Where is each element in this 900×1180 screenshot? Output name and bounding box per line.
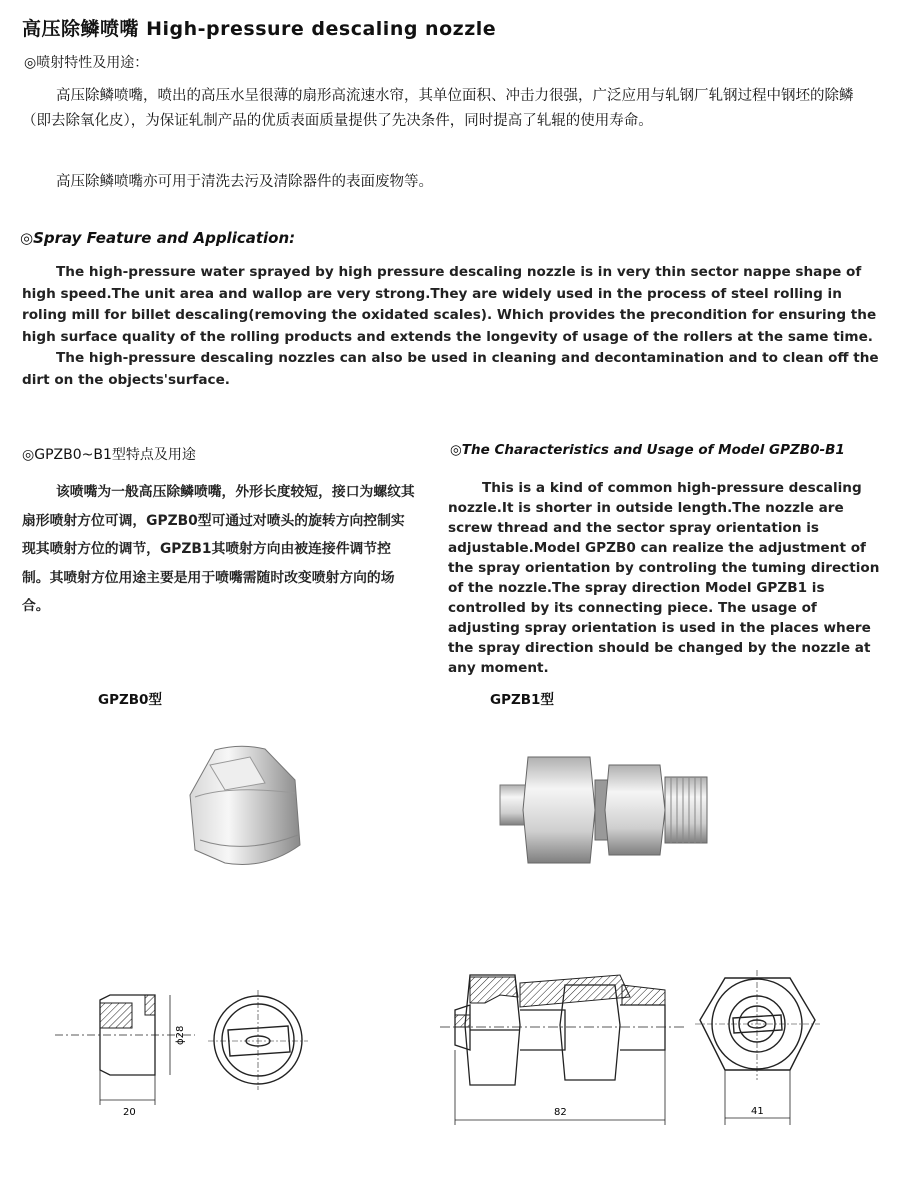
page-title: 高压除鳞喷嘴 High-pressure descaling nozzle [22,18,497,40]
en-section-heading: ◎Spray Feature and Application: [20,229,296,247]
cn-para-1: 高压除鳞喷嘴，喷出的高压水呈很薄的扇形高流速水帘，其单位面积、冲击力很强，广泛应用与轧钢厂轧钢过程中钢坯的除鳞（即去除氧化皮），为保证轧制产品的优质表面质量提供了先决条件，同时提高了轧辊的使用寿命。 [22,88,854,129]
model-cn-para: 该喷嘴为一般高压除鳞喷嘴，外形长度较短，接口为螺纹其扇形喷射方位可调，GPZB0型可通过对喷头的旋转方向控制实现其喷射方位的调节，GPZB1其喷射方向由被连接件调节控制。其喷射方位用途主要是用于喷嘴需随时改变喷射方向的场合。 [22,484,415,614]
gpzb1-label: GPZB1型 [490,692,554,708]
model-en-heading: ◎The Characteristics and Usage of Model GPZB0-B1 [450,442,845,458]
dim-b1-hex: 41 [751,1106,764,1117]
dim-b0-diameter: ϕ28 [175,1025,186,1045]
dim-b0-length: 20 [123,1107,136,1118]
en-para-2: The high-pressure descaling nozzles can also be used in cleaning and decontamination and to clean off the dirt on the objects'surface. [22,350,879,388]
model-en-para: This is a kind of common high-pressure descaling nozzle.It is shorter in outside length.The nozzle are screw thread and the sector spray orientation is adjustable.Model GPZB0 can realize the adjustment of the spray orientation by controling the tuming direction of the nozzle.The spray direction Model GPZB1 is controlled by its connecting piece. The usage of adjusting spray orientation is used in the places where the spray direction should be changed by the nozzle at any moment. [448,480,880,676]
model-cn-heading: ◎GPZB0~B1型特点及用途 [22,447,196,463]
gpzb0-photo [170,735,310,885]
cn-para-2: 高压除鳞喷嘴亦可用于清洗去污及清除器件的表面废物等。 [56,174,433,190]
gpzb0-front-drawing [208,990,308,1090]
gpzb1-front-drawing [695,960,825,1130]
gpzb1-side-drawing [440,955,690,1135]
cn-section-heading: ◎喷射特性及用途： [24,55,149,71]
gpzb0-side-drawing [55,975,205,1125]
gpzb0-label: GPZB0型 [98,692,162,708]
dim-b1-length: 82 [554,1107,567,1118]
gpzb1-photo [495,745,715,875]
en-para-1: The high-pressure water sprayed by high pressure descaling nozzle is in very thin sector nappe shape of high speed.The unit area and wallop are very strong.They are widely used in the process of steel rolling in roling mill for billet descaling(removing the oxidated scales). Which provides the precondition for ensuring the high surface quality of the rolling products and extends the longevity of usage of the rollers at the same time. [22,264,877,345]
